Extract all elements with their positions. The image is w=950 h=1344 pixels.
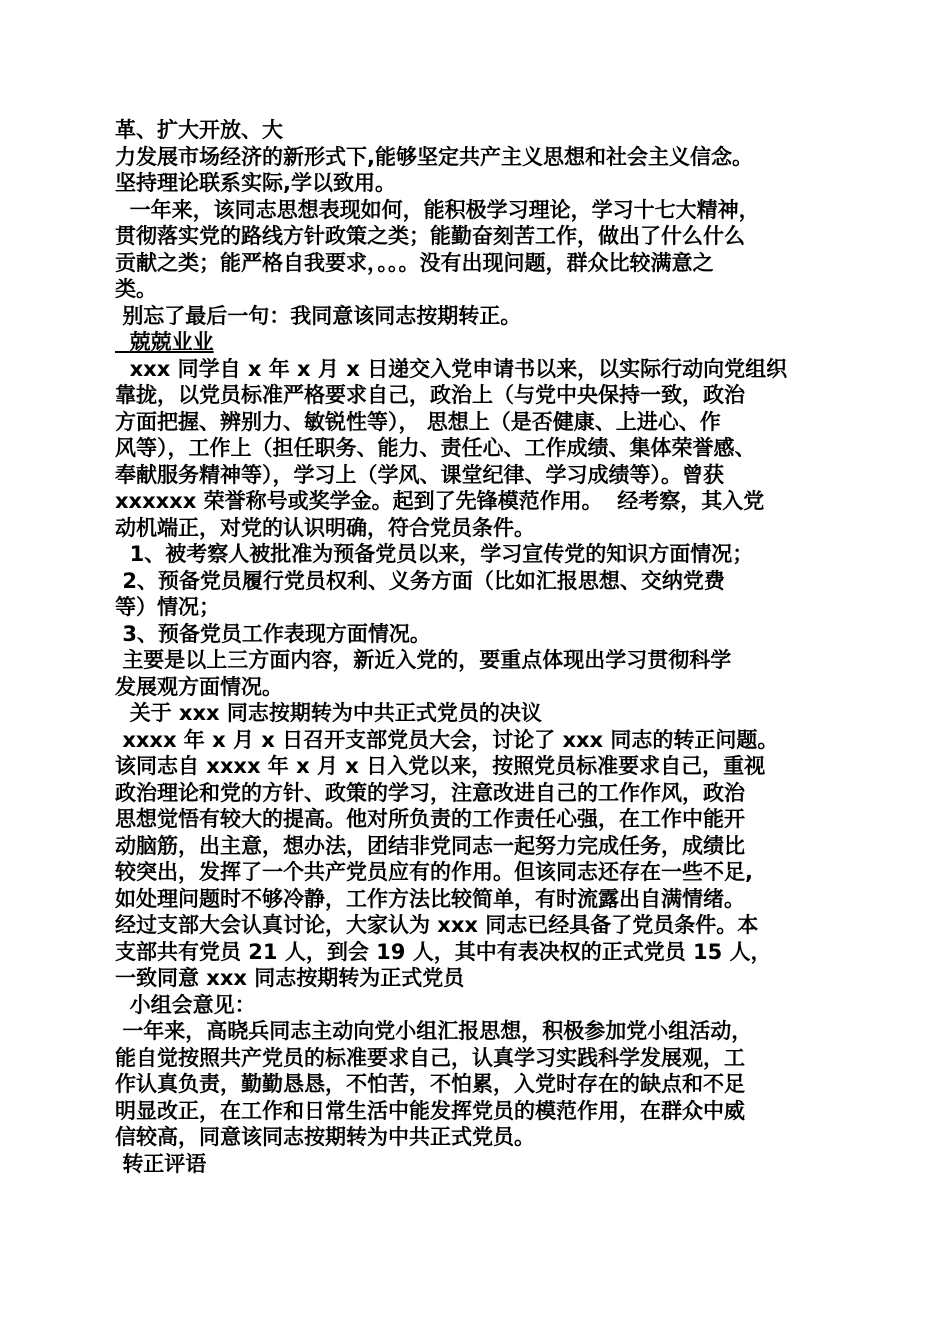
text-line: xxxx 年 x 月 x 日召开支部党员大会，讨论了 xxx 同志的转正问题。 [115,727,779,752]
text-line: 方面把握、辨别力、敏锐性等）， 思想上（是否健康、上进心、作 [115,409,721,434]
text-line: 贯彻落实党的路线方针政策之类；能勤奋刻苦工作，做出了什么什么 [115,224,745,248]
text-line: 能自觉按照共产党员的标准要求自己，认真学习实践科学发展观，工 [115,1045,745,1070]
text-line: 坚持理论联系实际,学以致用。 [115,171,396,195]
text-line: 该同志自 xxxx 年 x 月 x 日入党以来，按照党员标准要求自己，重视 [115,754,766,778]
text-line: 动脑筋，出主意，想办法，团结非党同志一起努力完成任务，成绩比 [115,833,745,858]
text-line: 类。 [115,277,157,301]
text-line: 一年来，该同志思想表现如何，能积极学习理论，学习十七大精神， [115,197,760,222]
text-line: 动机端正，对党的认识明确，符合党员条件。 [115,515,535,540]
text-line: 经过支部大会认真讨论，大家认为 xxx 同志已经具备了党员条件。本 [115,913,759,937]
text-line: 明显改正，在工作和日常生活中能发挥党员的模范作用，在群众中威 [115,1098,745,1123]
text-line: 较突出，发挥了一个共产党员应有的作用。但该同志还存在一些不足, [115,860,753,884]
text-line: 风等），工作上（担任职务、能力、责任心、工作成绩、集体荣誉感、 [115,436,756,460]
section-heading: 转正评语 [115,1151,207,1176]
text-line: 贡献之类；能严格自我要求，。。。没有出现问题，群众比较满意之 [115,250,714,275]
text-line: 革、扩大开放、大 [115,118,283,142]
text-line: 支部共有党员 21 人，到会 19 人，其中有表决权的正式党员 15 人， [115,939,772,964]
text-line: 一年来，高晓兵同志主动向党小组汇报思想，积极参加党小组活动， [115,1019,753,1043]
text-line: 信较高，同意该同志按期转为中共正式党员。 [115,1125,535,1149]
text-line: 作认真负责，勤勤恳恳，不怕苦，不怕累，入党时存在的缺点和不足 [115,1072,745,1096]
document-body [115,117,850,1177]
text-line: 别忘了最后一句：我同意该同志按期转正。 [115,303,522,328]
text-line: 1、被考察人被批准为预备党员以来，学习宣传党的知识方面情况； [115,542,754,566]
text-line: 2、预备党员履行党员权利、义务方面（比如汇报思想、交纳党费 [115,568,725,593]
text-line: 思想觉悟有较大的提高。他对所负责的工作责任心强，在工作中能开 [115,807,745,831]
text-line: 3、预备党员工作表现方面情况。 [115,621,431,646]
text-line: 一致同意 xxx 同志按期转为正式党员 [115,966,465,990]
text-line: xxx 同学自 x 年 x 月 x 日递交入党申请书以来，以实际行动向党组织 [115,356,788,381]
text-line: xxxxxx 荣誉称号或奖学金。起到了先锋模范作用。 经考察，其入党 [115,489,765,513]
text-line: 等）情况； [115,595,220,619]
section-heading: 兢兢业业 [115,330,214,354]
text-line: 发展观方面情况。 [115,674,283,699]
text-line: 主要是以上三方面内容，新近入党的，要重点体现出学习贯彻科学 [115,648,732,672]
section-heading: 关于 xxx 同志按期转为中共正式党员的决议 [115,701,542,725]
text-line: 如处理问题时不够冷静，工作方法比较简单，有时流露出自满情绪。 [115,886,745,911]
text-line: 靠拢，以党员标准严格要求自己，政治上（与党中央保持一致，政治 [115,383,745,407]
text-line: 政治理论和党的方针、政策的学习，注意改进自己的工作作风，政治 [115,780,745,805]
text-line: 力发展市场经济的新形式下,能够坚定共产主义思想和社会主义信念。 [115,144,753,169]
text-line: 奉献服务精神等），学习上（学风、课堂纪律、学习成绩等）。曾获 [115,462,724,487]
section-heading: 小组会意见： [115,992,256,1017]
